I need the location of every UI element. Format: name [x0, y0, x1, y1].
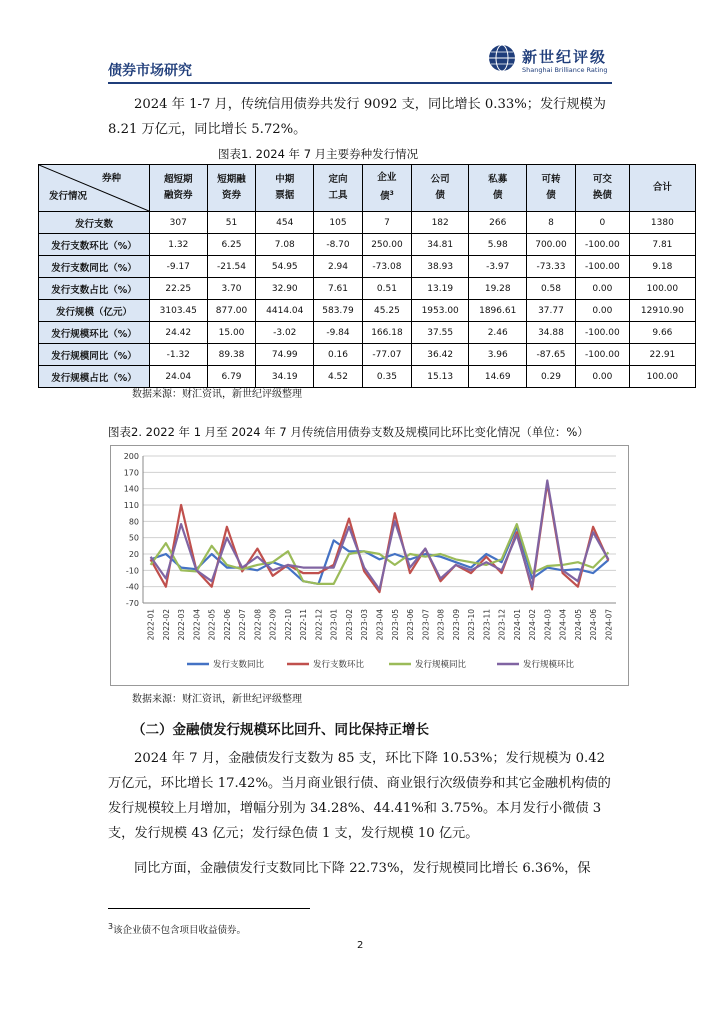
table-cell: 454 — [256, 212, 314, 234]
legend-label: 发行支数环比 — [313, 660, 365, 670]
table-source: 数据来源：财汇资讯，新世纪评级整理 — [132, 389, 302, 400]
column-header-line: 私募 — [488, 174, 508, 185]
table-cell: 22.25 — [150, 278, 208, 300]
table-cell: 700.00 — [527, 234, 576, 256]
row-label: 发行规模同比（%） — [39, 344, 150, 366]
column-header-line: 换债 — [592, 190, 612, 201]
body-paragraph-1: 2024 年 7 月，金融债发行支数为 85 支，环比下降 10.53%；发行规模为 0.42 万亿元，环比增长 17.42%。当月商业银行债、商业银行次级债券和其它金融机构债的发行规模较上月增加，增幅分别为 34.28%、44.41%和 3.75%。本月发行小微债 3 支，发行规模 43 亿元；发行绿色债 1 支，发行规模 10 亿元。 — [108, 751, 611, 841]
table-cell: 0.00 — [575, 300, 629, 322]
intro-paragraph: 2024 年 1-7 月，传统信用债券共发行 9092 支，同比增长 0.33%；发行规模为 8.21 万亿元，同比增长 5.72%。 — [108, 97, 606, 137]
table-cell: 4414.04 — [256, 300, 314, 322]
table-cell: 36.42 — [411, 344, 469, 366]
table-cell: 24.04 — [150, 366, 208, 388]
x-tick-label: 2024-06 — [589, 609, 599, 641]
page-number: 2 — [357, 940, 364, 951]
table-cell: 12910.90 — [629, 300, 695, 322]
table-cell: 7.81 — [629, 234, 695, 256]
column-header — [469, 165, 527, 212]
table-row — [39, 322, 696, 344]
footnote: $^3$该企业债不包含项目收益债券。 — [108, 922, 247, 937]
x-tick-label: 2022-12 — [314, 609, 324, 641]
x-tick-label: 2022-06 — [222, 609, 232, 641]
x-tick-label: 2024-01 — [512, 609, 522, 641]
x-tick-label: 2023-04 — [375, 609, 385, 641]
column-header — [411, 165, 469, 212]
x-tick-label: 2022-10 — [283, 609, 293, 641]
x-tick-label: 2022-09 — [268, 609, 278, 641]
column-header — [207, 165, 256, 212]
section-heading: （二）金融债发行规模环比回升、同比保持正增长 — [132, 722, 429, 738]
table-cell: 4.52 — [314, 366, 363, 388]
table-cell: 8 — [527, 212, 576, 234]
column-header-line: 债 — [435, 190, 445, 201]
table-header-row — [39, 165, 696, 212]
column-header — [256, 165, 314, 212]
table-cell: 266 — [469, 212, 527, 234]
table-row — [39, 256, 696, 278]
column-header-line: 企业 — [377, 172, 397, 184]
brand-logo — [488, 44, 618, 80]
x-tick-label: 2023-02 — [344, 609, 354, 641]
table-cell: -100.00 — [575, 234, 629, 256]
table-cell: 7 — [362, 212, 411, 234]
y-tick-label: -10 — [125, 566, 139, 576]
table-cell: 45.25 — [362, 300, 411, 322]
column-header-line: 债 — [546, 190, 556, 201]
column-header — [314, 165, 363, 212]
globe-logo-icon — [488, 44, 516, 72]
chart-frame — [110, 445, 629, 686]
legend-label: 发行规模同比 — [415, 660, 467, 670]
column-header — [362, 165, 411, 212]
row-label: 发行支数环比（%） — [39, 234, 150, 256]
table-cell: 51 — [207, 212, 256, 234]
table-cell: 100.00 — [629, 366, 695, 388]
table-row — [39, 212, 696, 234]
x-tick-label: 2023-06 — [406, 609, 416, 641]
table-cell: -9.17 — [150, 256, 208, 278]
column-header — [527, 165, 576, 212]
table-cell: 37.77 — [527, 300, 576, 322]
x-tick-label: 2022-05 — [207, 609, 217, 641]
corner-top-label: 券种 — [101, 173, 121, 184]
table-cell: 6.79 — [207, 366, 256, 388]
x-tick-label: 2024-07 — [604, 609, 614, 641]
legend-label: 发行支数同比 — [213, 660, 265, 670]
table-cell: 9.66 — [629, 322, 695, 344]
column-header-line: 债 — [492, 190, 503, 201]
table-cell: 9.18 — [629, 256, 695, 278]
chart-source: 数据来源：财汇资讯，新世纪评级整理 — [132, 694, 302, 705]
table-cell: -73.33 — [527, 256, 576, 278]
table-cell: 19.28 — [469, 278, 527, 300]
column-header-line: 合计 — [652, 182, 672, 193]
column-header-line: 短期融 — [217, 174, 246, 185]
table-cell: -1.32 — [150, 344, 208, 366]
issuance-table — [38, 164, 696, 388]
table-cell: -87.65 — [527, 344, 576, 366]
table-cell: 2.46 — [469, 322, 527, 344]
table-cell: 0 — [575, 212, 629, 234]
logo-chinese-name: 新世纪评级 — [522, 48, 608, 66]
x-tick-label: 2023-11 — [482, 609, 492, 641]
y-tick-label: 20 — [128, 550, 139, 559]
footnote-ref: 3 — [389, 190, 394, 198]
table-cell: -21.54 — [207, 256, 256, 278]
x-tick-label: 2023-08 — [436, 609, 446, 641]
table-row — [39, 344, 696, 366]
table-cell: -8.70 — [314, 234, 363, 256]
table-cell: 54.95 — [256, 256, 314, 278]
table-cell: 38.93 — [411, 256, 469, 278]
x-tick-label: 2023-03 — [360, 609, 370, 641]
header-section-title: 债券市场研究 — [108, 63, 192, 79]
table-cell: -100.00 — [575, 256, 629, 278]
table-cell: 583.79 — [314, 300, 363, 322]
y-tick-label: 50 — [128, 533, 139, 543]
table-row — [39, 278, 696, 300]
table-cell: 877.00 — [207, 300, 256, 322]
y-tick-label: 170 — [123, 468, 139, 478]
column-header — [150, 165, 208, 212]
x-tick-label: 2022-04 — [192, 609, 202, 641]
table-cell: 22.91 — [629, 344, 695, 366]
column-header-line: 融资券 — [164, 190, 193, 201]
chart-caption: 图表2. 2022 年 1 月至 2024 年 7 月传统信用债券支数及规模同比环比变化情况（单位：%） — [108, 425, 589, 439]
table-cell: 15.00 — [207, 322, 256, 344]
table-body — [39, 212, 696, 388]
x-tick-label: 2023-12 — [497, 609, 507, 641]
logo-english-name: Shanghai Brilliance Rating — [522, 66, 608, 74]
y-tick-label: 140 — [123, 484, 139, 494]
table-cell: 34.88 — [527, 322, 576, 344]
table-cell: 34.19 — [256, 366, 314, 388]
table-corner-cell — [39, 165, 150, 212]
row-label: 发行规模（亿元） — [39, 300, 150, 322]
table-cell: 0.35 — [362, 366, 411, 388]
body-paragraph-2: 同比方面，金融债发行支数同比下降 22.73%，发行规模同比增长 6.36%，保 — [134, 861, 591, 876]
x-tick-label: 2023-05 — [390, 609, 400, 641]
corner-bottom-label: 发行情况 — [49, 191, 88, 202]
table-cell: 7.08 — [256, 234, 314, 256]
row-label: 发行支数同比（%） — [39, 256, 150, 278]
table-cell: 3103.45 — [150, 300, 208, 322]
table-cell: -3.97 — [469, 256, 527, 278]
x-tick-label: 2024-04 — [558, 609, 568, 641]
table-row — [39, 300, 696, 322]
table-cell: 5.98 — [469, 234, 527, 256]
y-tick-label: 110 — [123, 501, 139, 510]
table-cell: 0.29 — [527, 366, 576, 388]
y-tick-label: 80 — [128, 517, 139, 527]
table-caption: 图表1. 2024 年 7 月主要券种发行情况 — [218, 147, 419, 161]
x-tick-label: 2023-01 — [329, 609, 339, 641]
table-cell: 0.16 — [314, 344, 363, 366]
x-tick-label: 2022-02 — [161, 609, 171, 641]
column-header-line: 资券 — [222, 190, 242, 201]
header-rule — [108, 82, 612, 84]
y-tick-label: -70 — [125, 599, 139, 608]
column-header-line: 可交 — [592, 174, 612, 185]
table-cell: 6.25 — [207, 234, 256, 256]
footnote-rule — [108, 908, 310, 909]
x-tick-label: 2023-10 — [467, 609, 477, 641]
column-header-line: 可转 — [541, 174, 561, 185]
line-chart — [111, 446, 628, 685]
table-cell: 13.19 — [411, 278, 469, 300]
x-tick-label: 2022-03 — [177, 609, 187, 641]
table-cell: 0.00 — [575, 366, 629, 388]
table-row — [39, 234, 696, 256]
table-cell: 105 — [314, 212, 363, 234]
table-cell: 250.00 — [362, 234, 411, 256]
x-tick-label: 2022-08 — [253, 609, 263, 641]
table-cell: -9.84 — [314, 322, 363, 344]
table-cell: 89.38 — [207, 344, 256, 366]
footnote-marker: 3 — [108, 922, 114, 931]
column-header-line: 定向 — [328, 174, 348, 185]
table-cell: 15.13 — [411, 366, 469, 388]
column-header-line: 票据 — [275, 190, 295, 201]
table-cell: 1896.61 — [469, 300, 527, 322]
table-cell: -3.02 — [256, 322, 314, 344]
column-header-line: 债 — [380, 191, 390, 203]
table-cell: 307 — [150, 212, 208, 234]
y-tick-label: -40 — [125, 582, 139, 592]
x-tick-label: 2022-11 — [299, 609, 309, 641]
table-cell: 1380 — [629, 212, 695, 234]
x-tick-label: 2024-02 — [528, 609, 538, 641]
column-header-line: 工具 — [328, 190, 348, 201]
legend-label: 发行规模环比 — [523, 660, 575, 670]
table-cell: 3.70 — [207, 278, 256, 300]
table-cell: 7.61 — [314, 278, 363, 300]
x-tick-label: 2023-09 — [451, 609, 461, 641]
column-header-line: 超短期 — [164, 174, 193, 185]
x-tick-label: 2022-07 — [238, 609, 248, 641]
column-header-line: 中期 — [275, 174, 295, 185]
table-cell: 0.58 — [527, 278, 576, 300]
row-label: 发行规模环比（%） — [39, 322, 150, 344]
column-header — [629, 165, 695, 212]
table-cell: 0.51 — [362, 278, 411, 300]
table-cell: 3.96 — [469, 344, 527, 366]
table-cell: 2.94 — [314, 256, 363, 278]
table-cell: 32.90 — [256, 278, 314, 300]
table-cell: 37.55 — [411, 322, 469, 344]
y-tick-label: 200 — [123, 452, 139, 461]
table-cell: -100.00 — [575, 344, 629, 366]
table-cell: -73.08 — [362, 256, 411, 278]
table-cell: 100.00 — [629, 278, 695, 300]
x-tick-label: 2023-07 — [421, 609, 431, 641]
table-cell: 182 — [411, 212, 469, 234]
table-cell: 1.32 — [150, 234, 208, 256]
x-tick-label: 2024-05 — [573, 609, 583, 641]
row-label: 发行支数 — [39, 212, 150, 234]
x-tick-label: 2024-03 — [543, 609, 553, 641]
table-cell: 24.42 — [150, 322, 208, 344]
table-cell: 74.99 — [256, 344, 314, 366]
table-cell: 166.18 — [362, 322, 411, 344]
table-cell: 14.69 — [469, 366, 527, 388]
table-cell: 1953.00 — [411, 300, 469, 322]
table-cell: 0.00 — [575, 278, 629, 300]
row-label: 发行规模占比（%） — [39, 366, 150, 388]
x-tick-label: 2022-01 — [146, 609, 156, 641]
column-header — [575, 165, 629, 212]
table-cell: -77.07 — [362, 344, 411, 366]
column-header-line: 公司 — [430, 174, 450, 185]
table-cell: -100.00 — [575, 322, 629, 344]
table-cell: 34.81 — [411, 234, 469, 256]
row-label: 发行支数占比（%） — [39, 278, 150, 300]
